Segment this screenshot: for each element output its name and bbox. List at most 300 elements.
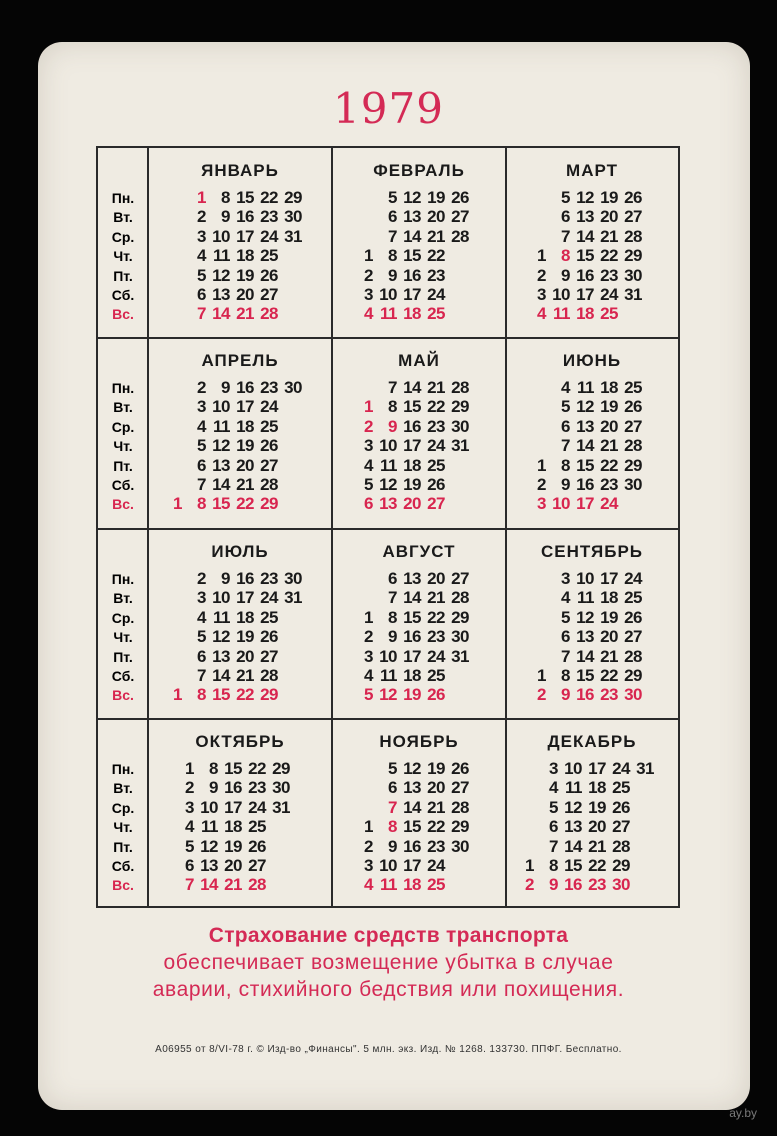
weekday-label: Пт. (113, 648, 133, 665)
day-number: 30 (284, 378, 302, 397)
day-number: 16 (403, 836, 421, 856)
month-block (506, 529, 678, 719)
weekday-label: Чт. (113, 629, 133, 646)
day-empty (630, 856, 654, 876)
day-number: 23 (600, 265, 618, 285)
day-number: 5 (561, 188, 570, 207)
day-number: 28 (624, 436, 642, 456)
day-number: 4 (549, 778, 558, 798)
day-number: 18 (403, 875, 421, 895)
day-number: 5 (549, 797, 558, 817)
day-number: 11 (553, 304, 570, 324)
day-number: 1 (364, 246, 373, 266)
day-empty (355, 759, 373, 779)
day-number: 31 (451, 646, 469, 666)
day-number: 14 (576, 226, 594, 246)
day-empty (445, 666, 469, 686)
day-number: 7 (561, 436, 570, 456)
day-number: 8 (197, 685, 206, 705)
day-empty (528, 378, 546, 398)
day-number: 3 (197, 226, 206, 246)
day-number: 27 (427, 494, 445, 514)
day-number: 31 (284, 226, 302, 246)
day-number: 11 (577, 588, 594, 608)
day-number: 28 (248, 875, 266, 895)
weekday-label: Чт. (113, 248, 133, 265)
month-name: МАРТ (566, 161, 618, 180)
day-empty (528, 608, 546, 628)
day-number: 17 (236, 226, 254, 246)
day-empty (355, 378, 373, 398)
week-row (176, 759, 290, 779)
day-empty (355, 227, 373, 247)
day-number: 28 (260, 304, 278, 324)
day-number: 6 (197, 285, 206, 304)
week-row (528, 627, 642, 647)
day-number: 23 (248, 778, 266, 798)
day-number: 3 (364, 285, 373, 304)
weekday-label: Сб. (111, 477, 135, 493)
day-number: 12 (379, 475, 397, 494)
day-number: 20 (600, 627, 618, 647)
day-number: 21 (236, 304, 254, 324)
day-number: 10 (379, 856, 397, 875)
day-number: 16 (224, 778, 242, 798)
weekday-label: Вс. (112, 496, 134, 513)
week-row (528, 397, 642, 417)
day-number: 26 (624, 188, 642, 207)
day-number: 14 (200, 875, 218, 895)
day-empty (278, 666, 302, 686)
week-row (528, 588, 642, 608)
week-row (355, 285, 469, 305)
day-empty (278, 417, 302, 437)
day-number: 30 (624, 265, 642, 285)
day-number: 2 (364, 836, 373, 856)
week-row (164, 378, 302, 398)
day-number: 15 (224, 759, 242, 778)
day-number: 4 (185, 817, 194, 837)
day-empty (164, 417, 182, 437)
day-number: 2 (537, 265, 546, 285)
day-number: 13 (564, 817, 582, 837)
day-number: 2 (197, 569, 206, 588)
month-name: ОКТЯБРЬ (195, 732, 285, 751)
day-number: 15 (576, 455, 594, 475)
day-number: 27 (624, 207, 642, 227)
week-row (164, 475, 302, 495)
day-number: 24 (260, 588, 278, 608)
day-number: 5 (197, 265, 206, 285)
day-number: 8 (388, 817, 397, 837)
day-empty (266, 856, 290, 876)
week-row (164, 417, 302, 437)
day-number: 6 (197, 455, 206, 475)
day-empty (278, 456, 302, 476)
month-name: МАЙ (398, 351, 440, 370)
day-number: 29 (612, 856, 630, 875)
day-number: 2 (364, 416, 373, 436)
day-number: 28 (451, 226, 469, 246)
day-number: 17 (600, 569, 618, 588)
day-empty (164, 588, 182, 608)
day-number: 13 (576, 627, 594, 647)
month-name: АВГУСТ (382, 542, 456, 561)
weekday-label: Ср. (111, 228, 135, 245)
day-number: 22 (427, 817, 445, 837)
day-number: 17 (403, 646, 421, 666)
weekday-label: Ср. (111, 609, 135, 626)
day-number: 14 (212, 666, 230, 685)
week-row (164, 397, 302, 417)
week-row (176, 875, 290, 895)
weekday-label: Пт. (113, 267, 133, 284)
day-number: 1 (364, 817, 373, 837)
day-number: 25 (427, 875, 445, 895)
day-number: 6 (561, 416, 570, 436)
day-number: 10 (212, 226, 230, 246)
day-number: 21 (600, 226, 618, 246)
day-number: 4 (197, 246, 206, 266)
day-number: 14 (403, 226, 421, 246)
day-empty (164, 207, 182, 227)
day-number: 22 (588, 856, 606, 875)
day-number: 21 (427, 588, 445, 608)
day-number: 17 (576, 494, 594, 514)
day-number: 5 (561, 607, 570, 627)
slogan-line-1: Страхование средств транспорта (208, 924, 569, 947)
day-empty (355, 778, 373, 798)
week-row (528, 436, 642, 456)
week-row (355, 608, 469, 628)
month-block (332, 148, 506, 338)
week-row (528, 417, 642, 437)
day-number: 29 (624, 666, 642, 685)
day-number: 28 (612, 836, 630, 856)
day-number: 25 (248, 817, 266, 837)
day-number: 27 (451, 778, 469, 798)
day-number: 18 (236, 246, 254, 266)
day-number: 9 (209, 778, 218, 798)
day-number: 18 (403, 666, 421, 685)
weekday-label: Пт. (113, 457, 133, 474)
day-number: 14 (576, 436, 594, 456)
day-number: 16 (403, 627, 421, 647)
day-empty (630, 798, 654, 818)
day-empty (278, 627, 302, 647)
day-empty (516, 759, 534, 779)
day-empty (278, 436, 302, 456)
day-number: 7 (388, 378, 397, 397)
week-row (164, 304, 302, 324)
day-number: 14 (403, 378, 421, 397)
day-number: 15 (212, 494, 230, 514)
day-number: 2 (537, 475, 546, 494)
weekday-label: Чт. (113, 819, 133, 836)
day-empty (164, 475, 182, 495)
day-number: 9 (561, 265, 570, 285)
day-number: 11 (380, 455, 397, 475)
month-block (506, 148, 678, 338)
day-number: 6 (388, 207, 397, 227)
day-empty (355, 588, 373, 608)
week-row (355, 266, 469, 286)
day-number: 1 (537, 455, 546, 475)
month-block (332, 529, 506, 719)
day-number: 16 (576, 265, 594, 285)
calendar-year: 1979 (333, 84, 444, 133)
day-empty (445, 685, 469, 705)
day-number: 10 (564, 759, 582, 778)
weekday-label: Ср. (111, 418, 135, 435)
day-number: 23 (260, 569, 278, 588)
week-row (164, 456, 302, 476)
day-number: 24 (427, 436, 445, 456)
weekday-label: Пт. (113, 838, 133, 855)
week-row (516, 856, 654, 876)
day-number: 7 (197, 666, 206, 685)
day-empty (278, 304, 302, 324)
day-number: 15 (403, 397, 421, 417)
day-empty (445, 246, 469, 266)
week-row (528, 207, 642, 227)
day-number: 30 (451, 416, 469, 436)
day-number: 15 (564, 856, 582, 875)
week-row (355, 588, 469, 608)
month-block (506, 338, 678, 529)
month-name: АПРЕЛЬ (201, 351, 279, 370)
day-empty (164, 227, 182, 247)
day-number: 30 (272, 778, 290, 798)
day-number: 20 (588, 817, 606, 837)
day-number: 3 (364, 646, 373, 666)
day-number: 16 (236, 207, 254, 227)
day-number: 12 (576, 607, 594, 627)
day-number: 21 (427, 797, 445, 817)
day-number: 11 (213, 416, 230, 436)
day-empty (630, 817, 654, 837)
day-number: 13 (576, 207, 594, 227)
day-number: 30 (284, 569, 302, 588)
week-row (355, 475, 469, 495)
day-number: 9 (388, 416, 397, 436)
day-number: 20 (427, 569, 445, 588)
day-number: 29 (451, 607, 469, 627)
day-number: 24 (624, 569, 642, 588)
day-number: 17 (576, 285, 594, 304)
day-number: 20 (236, 646, 254, 666)
day-number: 23 (600, 685, 618, 705)
day-number: 5 (388, 188, 397, 207)
day-number: 7 (561, 226, 570, 246)
month-block (506, 719, 678, 906)
day-number: 8 (561, 455, 570, 475)
week-row (516, 778, 654, 798)
day-number: 21 (236, 666, 254, 685)
day-number: 4 (561, 378, 570, 397)
week-row (528, 227, 642, 247)
day-number: 6 (561, 627, 570, 647)
week-row (528, 456, 642, 476)
day-number: 11 (380, 666, 397, 685)
day-number: 7 (388, 226, 397, 246)
month-name: ФЕВРАЛЬ (373, 161, 465, 180)
week-row (516, 759, 654, 779)
day-number: 30 (451, 627, 469, 647)
day-number: 10 (200, 797, 218, 817)
day-number: 21 (600, 646, 618, 666)
day-number: 18 (576, 304, 594, 324)
week-row (528, 246, 642, 266)
day-number: 8 (549, 856, 558, 875)
day-number: 12 (403, 188, 421, 207)
day-empty (355, 207, 373, 227)
day-number: 17 (403, 856, 421, 875)
day-number: 25 (624, 378, 642, 397)
day-number: 13 (212, 455, 230, 475)
day-number: 28 (451, 378, 469, 397)
week-row (164, 647, 302, 667)
day-number: 25 (612, 778, 630, 798)
day-number: 21 (427, 378, 445, 397)
day-empty (164, 569, 182, 589)
day-number: 15 (403, 246, 421, 266)
day-number: 21 (236, 475, 254, 494)
day-number: 7 (197, 475, 206, 494)
day-number: 7 (185, 875, 194, 895)
day-empty (278, 246, 302, 266)
day-number: 31 (284, 588, 302, 608)
day-number: 29 (624, 455, 642, 475)
day-empty (516, 837, 534, 857)
week-row (355, 627, 469, 647)
day-number: 10 (552, 285, 570, 304)
day-empty (266, 837, 290, 857)
day-number: 13 (212, 646, 230, 666)
day-number: 29 (624, 246, 642, 266)
week-row (355, 397, 469, 417)
day-number: 21 (224, 875, 242, 895)
week-row (355, 378, 469, 398)
week-row (355, 207, 469, 227)
day-number: 13 (576, 416, 594, 436)
day-number: 2 (364, 265, 373, 285)
week-row (355, 456, 469, 476)
day-empty (164, 378, 182, 398)
day-number: 9 (561, 685, 570, 705)
day-number: 26 (260, 265, 278, 285)
week-row (164, 188, 302, 208)
day-number: 23 (260, 207, 278, 227)
week-row (164, 627, 302, 647)
day-number: 4 (197, 607, 206, 627)
weekday-label: Пн. (111, 761, 135, 777)
day-number: 5 (185, 836, 194, 856)
month-block (148, 148, 332, 338)
week-row (355, 759, 469, 779)
day-number: 5 (197, 627, 206, 647)
day-number: 19 (236, 265, 254, 285)
day-number: 27 (260, 455, 278, 475)
month-name: НОЯБРЬ (379, 732, 459, 751)
day-number: 8 (209, 759, 218, 778)
day-number: 3 (197, 588, 206, 608)
day-number: 10 (379, 285, 397, 304)
day-number: 22 (260, 188, 278, 207)
day-number: 29 (260, 685, 278, 705)
day-empty (164, 188, 182, 208)
day-number: 15 (212, 685, 230, 705)
day-number: 28 (260, 475, 278, 494)
day-number: 29 (260, 494, 278, 514)
day-number: 23 (427, 836, 445, 856)
week-row (176, 817, 290, 837)
day-number: 22 (600, 666, 618, 685)
weekday-label: Сб. (111, 858, 135, 874)
week-row (516, 817, 654, 837)
week-row (355, 227, 469, 247)
day-number: 8 (388, 246, 397, 266)
day-empty (266, 817, 290, 837)
day-number: 12 (200, 836, 218, 856)
day-number: 12 (576, 397, 594, 417)
week-row (164, 494, 302, 514)
day-number: 23 (427, 265, 445, 285)
day-number: 15 (576, 666, 594, 685)
week-row (528, 666, 642, 686)
week-row (355, 647, 469, 667)
day-number: 3 (364, 436, 373, 456)
day-empty (164, 666, 182, 686)
day-empty (528, 569, 546, 589)
day-number: 22 (427, 397, 445, 417)
day-number: 30 (624, 685, 642, 705)
weekday-label: Чт. (113, 438, 133, 455)
day-number: 9 (549, 875, 558, 895)
month-name: ИЮНЬ (562, 351, 622, 370)
day-empty (516, 817, 534, 837)
week-row (355, 778, 469, 798)
day-number: 19 (224, 836, 242, 856)
day-number: 25 (427, 666, 445, 685)
day-number: 24 (427, 856, 445, 875)
day-empty (278, 285, 302, 305)
day-number: 28 (624, 646, 642, 666)
day-number: 28 (260, 666, 278, 685)
day-empty (164, 647, 182, 667)
month-name: ИЮЛЬ (211, 542, 269, 561)
day-number: 30 (284, 207, 302, 227)
weekday-label: Вт. (113, 399, 133, 416)
day-number: 10 (212, 397, 230, 417)
day-number: 8 (388, 607, 397, 627)
day-number: 16 (576, 685, 594, 705)
day-number: 13 (200, 856, 218, 875)
day-empty (528, 627, 546, 647)
day-number: 12 (212, 265, 230, 285)
week-row (355, 875, 469, 895)
day-number: 15 (403, 817, 421, 837)
week-row (528, 647, 642, 667)
week-row (176, 778, 290, 798)
day-empty (445, 304, 469, 324)
day-number: 12 (212, 436, 230, 456)
day-number: 25 (260, 246, 278, 266)
day-number: 14 (403, 797, 421, 817)
day-number: 7 (197, 304, 206, 324)
day-number: 7 (549, 836, 558, 856)
day-number: 6 (549, 817, 558, 837)
